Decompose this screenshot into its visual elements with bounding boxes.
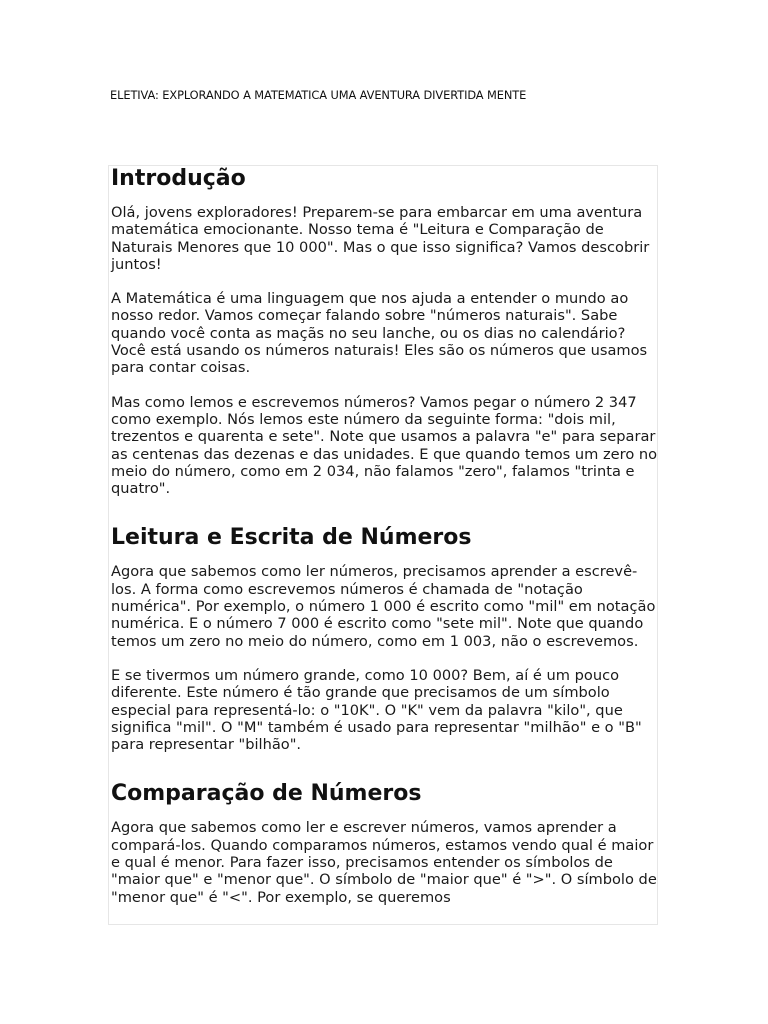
content-inner bbox=[109, 166, 657, 906]
paragraph: Agora que sabemos como ler e escrever números, vamos aprender a compará-los. Quando comparamos números, estamos vendo qual é maior e qual é menor. Para fazer isso, precisamos entender os símbolos de "maior que" e "menor que". O símbolo de "maior que" é ">". O símbolo de "menor que" é "<". Por exemplo, se queremos bbox=[111, 819, 657, 906]
section-heading: Introdução bbox=[111, 166, 246, 191]
section-heading: Leitura e Escrita de Números bbox=[111, 525, 472, 551]
section-leitura-escrita bbox=[111, 525, 655, 753]
paragraph: E se tivermos um número grande, como 10 000? Bem, aí é um pouco diferente. Este número é tão grande que precisamos de um símbolo especial para representá-lo: o "10K". O "K" vem da palavra "kilo", que significa "mil". O "M" também é usado para representar "milhão" e o "B" para representar "bilhão". bbox=[111, 666, 642, 754]
paragraph: Mas como lemos e escrevemos números? Vamos pegar o número 2 347 como exemplo. Nós lemos este número da seguinte forma: "dois mil, trezentos e quarenta e sete". Note que usamos a palavra "e" para separar as centenas das dezenas e das unidades. E que quando temos um zero no meio do número, como em 2 034, não falamos "zero", falamos "trinta e quatro". bbox=[111, 393, 658, 498]
section-introducao bbox=[111, 166, 658, 498]
content-box bbox=[108, 165, 658, 925]
paragraph: Olá, jovens exploradores! Preparem-se para embarcar em uma aventura matemática emocionante. Nosso tema é "Leitura e Comparação de Naturais Menores que 10 000". Mas o que isso significa? Vamos descobrir juntos! bbox=[111, 204, 650, 273]
paragraph: Agora que sabemos como ler números, precisamos aprender a escrevê-los. A forma como escrevemos números é chamada de "notação numérica". Por exemplo, o número 1 000 é escrito como "mil" em notação numérica. E o número 7 000 é escrito como "sete mil". Note que quando temos um zero no meio do número, como em 1 003, não o escrevemos. bbox=[111, 563, 656, 650]
section-heading: Comparação de Números bbox=[111, 781, 422, 807]
paragraph: A Matemática é uma linguagem que nos ajuda a entender o mundo ao nosso redor. Vamos começar falando sobre "números naturais". Sabe quando você conta as maçãs no seu lanche, ou os dias no calendário? Você está usando os números naturais! Eles são os números que usamos para contar coisas. bbox=[111, 290, 648, 377]
document-header: ELETIVA: EXPLORANDO A MATEMATICA UMA AVENTURA DIVERTIDA MENTE bbox=[110, 88, 527, 102]
section-comparacao bbox=[111, 781, 655, 905]
